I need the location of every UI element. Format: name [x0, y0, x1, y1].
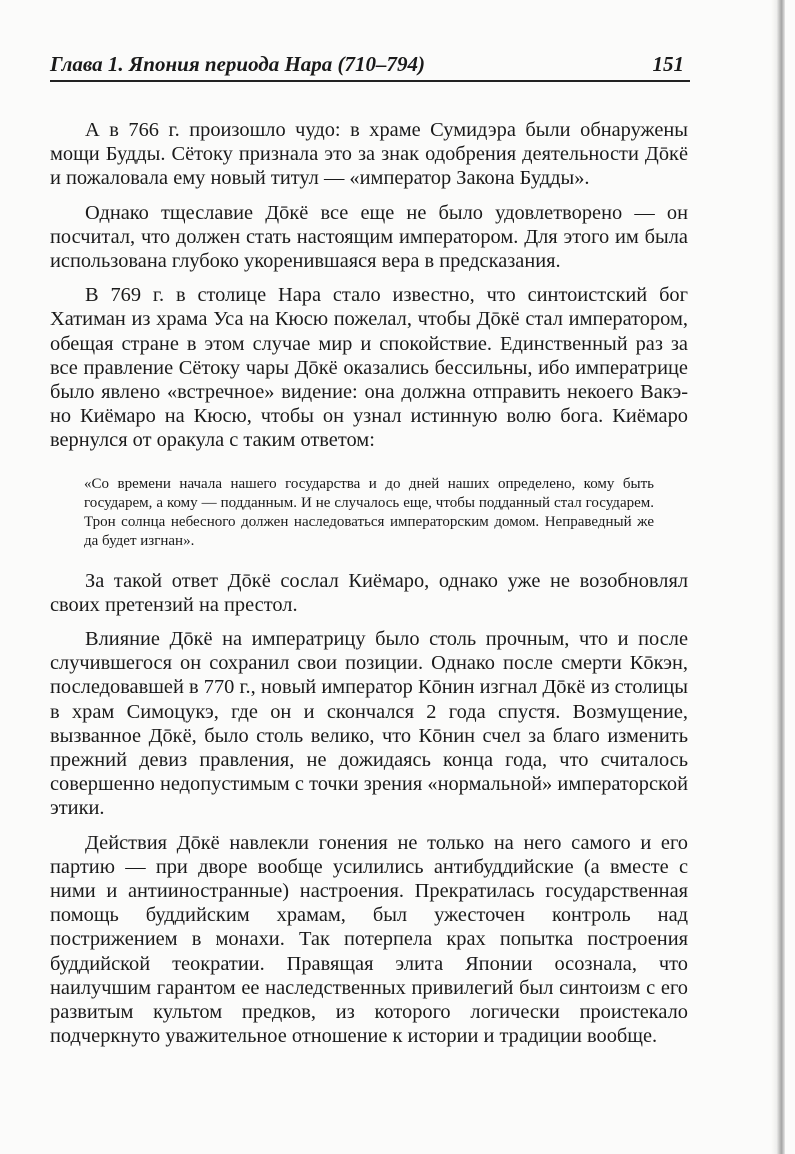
- body-text: [50, 118, 688, 1059]
- chapter-title: Глава 1. Япония периода Нара (710–794): [50, 52, 426, 76]
- oracle-quote: «Со времени начала нашего государства и до дней наших определено, кому быть государем, а кому — подданным. И не случалось еще, чтобы подданный стал государем. Трон солнца небесного должен наследоваться императорским домом. Неправедный же да будет изгнан».: [84, 475, 654, 549]
- running-header: [50, 50, 690, 82]
- paragraph-1: А в 766 г. произошло чудо: в храме Сумидэра были обнаружены мощи Будды. Сётоку признала это за знак одобрения деятельности Дōкё и пожаловала ему новый титул — «император Закона Будды».: [50, 119, 688, 190]
- page-number: 151: [652, 52, 684, 76]
- paragraph-6: Действия Дōкё навлекли гонения не только на него самого и его партию — при дворе вообще усилились антибуддийские (а вместе с ними и антииностранные) настроения. Прекратилась государственная помощь буддийским храмам, был ужесточен контроль над пострижением в монахи. Так потерпела крах попытка построения буддийской теократии. Правящая элита Японии осознала, что наилучшим гарантом ее наследственных привилегий был синтоизм с его развитым культом предков, из которого логически проистекало подчеркнуто уважительное отношение к истории и традиции вообще.: [50, 831, 688, 1048]
- paragraph-4: За такой ответ Дōкё сослал Киёмаро, однако уже не возобновлял своих претензий на престол.: [50, 569, 688, 616]
- paragraph-5: Влияние Дōкё на императрицу было столь прочным, что и после случившегося он сохранил свои позиции. Однако после смерти Кōкэн, последовавшей в 770 г., новый император Кōнин изгнал Дōкё из столицы в храм Симоцукэ, где он и скончался 2 года спустя. Возмущение, вызванное Дōкё, было столь велико, что Кōнин счел за благо изменить прежний девиз правления, не дожидаясь конца года, что считалось совершенно недопустимым с точки зрения «нормальной» императорской этики.: [50, 628, 688, 820]
- paragraph-2: Однако тщеславие Дōкё все еще не было удовлетворено — он посчитал, что должен стать настоящим императором. Для этого им была использована глубоко укоренившаяся вера в предсказания.: [50, 201, 688, 273]
- page-edge-shadow: [771, 0, 785, 1154]
- paragraph-3: В 769 г. в столице Нара стало известно, что синтоистский бог Хатиман из храма Уса на Кюсю пожелал, чтобы Дōкё стал императором, обещая стране в этом случае мир и спокойствие. Единственный раз за все правление Сётоку чары Дōкё оказались бессильны, ибо императрице было явлено «встречное» видение: она должна отправить некоего Вакэ-но Киёмаро на Кюсю, чтобы он узнал истинную волю бога. Киёмаро вернулся от оракула с таким ответом:: [50, 284, 688, 452]
